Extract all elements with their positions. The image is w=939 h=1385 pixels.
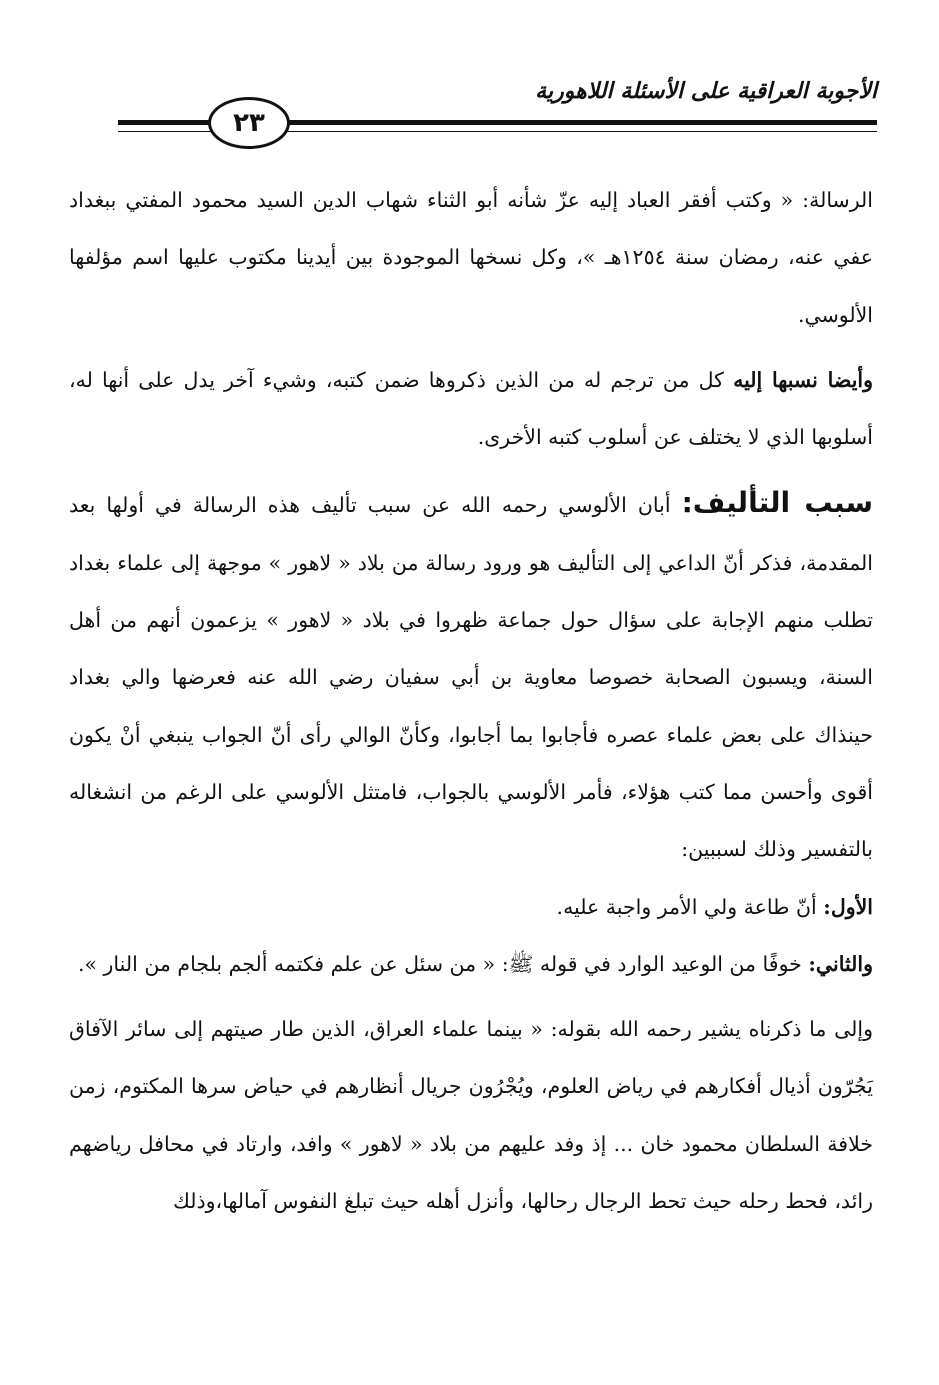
paragraph-quotation: وإلى ما ذكرناه يشير رحمه الله بقوله: « بينما علماء العراق، الذين طار صيتهم إلى سائر الآفاق يَجُرّون أذيال أفكارهم في رياض العلوم، ويُجْرُون جريال أنظارهم في حياض سرها المكتوم، زمن خلافة السلطان محمود خان ... إذ وفد عليهم من بلاد « لاهور » وافد، وارتاد في محافل رياضهم رائد، فحط رحله حيث تحط الرجال رحالها، وأنزل أهله حيث تبلغ النفوس آمالها،وذلك [69, 1017, 873, 1214]
paragraph-authorship-colophon: الرسالة: « وكتب أفقر العباد إليه عزّ شأنه أبو الثناء شهاب الدين السيد محمود المفتي ببغداد عفي عنه، رمضان سنة ١٢٥٤هـ »، وكل نسخها الموجودة بين أيدينا مكتوب عليها اسم مؤلفها الألوسي. [69, 188, 874, 327]
first-reason-text: أنّ طاعة ولي الأمر واجبة عليه. [556, 894, 824, 919]
body-text [69, 172, 873, 1230]
paragraph-second-reason [69, 936, 873, 993]
page-number: ٢٣ [208, 97, 290, 149]
second-reason-lead: والثاني: [808, 951, 873, 976]
paragraph-attribution-lead: وأيضا نسبها إليه [733, 367, 873, 392]
paragraph-reason-text: أبان الألوسي رحمه الله عن سبب تأليف هذه الرسالة في أولها بعد المقدمة، فذكر أنّ الداعي إلى التأليف هو ورود رسالة من بلاد « لاهور » موجهة إلى علماء بغداد تطلب منهم الإجابة على سؤال حول جماعة ظهروا في بلاد « لاهور » يزعمون أنهم من أهل السنة، ويسبون الصحابة خصوصا معاوية بن أبي سفيان رضي الله عنه فعرضها والي بغداد حينذاك على بعض علماء عصره فأجابوا بما أجابوا، وكأنّ الوالي رأى أنّ الجواب ينبغي أنْ يكون أقوى وأحسن مما كتب هؤلاء، فأمر الألوسي بالجواب، فامتثل الألوسي على الرغم من انشغاله بالتفسير وذلك لسببين: [69, 493, 873, 862]
second-reason-text: خوفًا من الوعيد الوارد في قوله ﷺ: « من سئل عن علم فكتمه ألجم بلجام من النار ». [77, 951, 809, 976]
paragraph-first-reason [69, 879, 873, 936]
first-reason-lead: الأول: [823, 894, 873, 919]
paragraph-attribution [69, 352, 873, 467]
paragraph-reason [69, 474, 873, 878]
section-heading-reason: سبب التأليف: [681, 486, 873, 520]
running-header-title: الأجوبة العراقية على الأسئلة اللاهورية [535, 78, 877, 104]
paragraph-attribution-text: كل من ترجم له من الذين ذكروها ضمن كتبه، وشيء آخر يدل على أنها له، أسلوبها الذي لا يختلف عن أسلوب كتبه الأخرى. [69, 367, 873, 450]
